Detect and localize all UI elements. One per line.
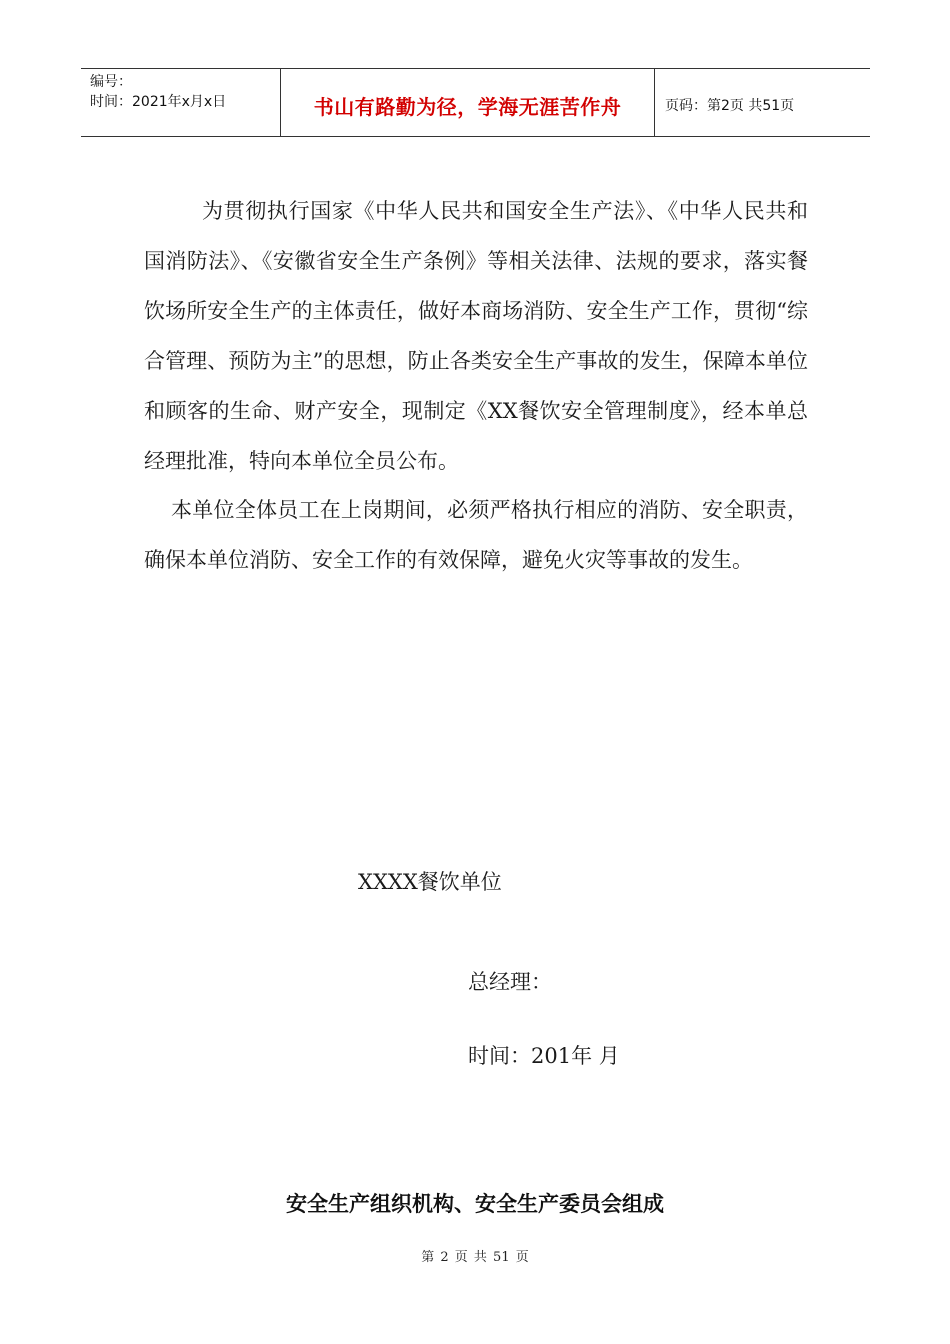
document-number-label: 编号： [90, 74, 132, 90]
signature-general-manager: 总经理： [468, 970, 552, 994]
header-page-info: 页码：第2页 共51页 [665, 97, 795, 114]
header-motto: 书山有路勤为径，学海无涯苦作舟 [313, 95, 622, 119]
header-motto-cell [281, 69, 655, 136]
page-header [81, 68, 870, 137]
page-footer: 第 2 页 共 51 页 [421, 1250, 529, 1265]
signature-organization: XXXX餐饮单位 [358, 870, 502, 894]
document-time-label: 时间：2021年x月x日 [90, 94, 227, 110]
body-paragraph-2: 本单位全体员工在上岗期间，必须严格执行相应的消防、安全职责，确保本单位消防、安全工作的有效保障，避免火灾等事故的发生。 [144, 498, 808, 572]
header-meta-cell [81, 69, 281, 136]
body-paragraph-1: 为贯彻执行国家《中华人民共和国安全生产法》、《中华人民共和国消防法》、《安徽省安全生产条例》等相关法律、法规的要求，落实餐饮场所安全生产的主体责任，做好本商场消防、安全生产工作，贯彻“综合管理、预防为主”的思想，防止各类安全生产事故的发生，保障本单位和顾客的生命、财产安全，现制定《XX餐饮安全管理制度》，经本单总经理批准，特向本单位全员公布。 [144, 199, 808, 473]
header-page-cell [655, 69, 870, 136]
section-title: 安全生产组织机构、安全生产委员会组成 [286, 1192, 664, 1216]
signature-time: 时间：201年 月 [468, 1044, 620, 1068]
